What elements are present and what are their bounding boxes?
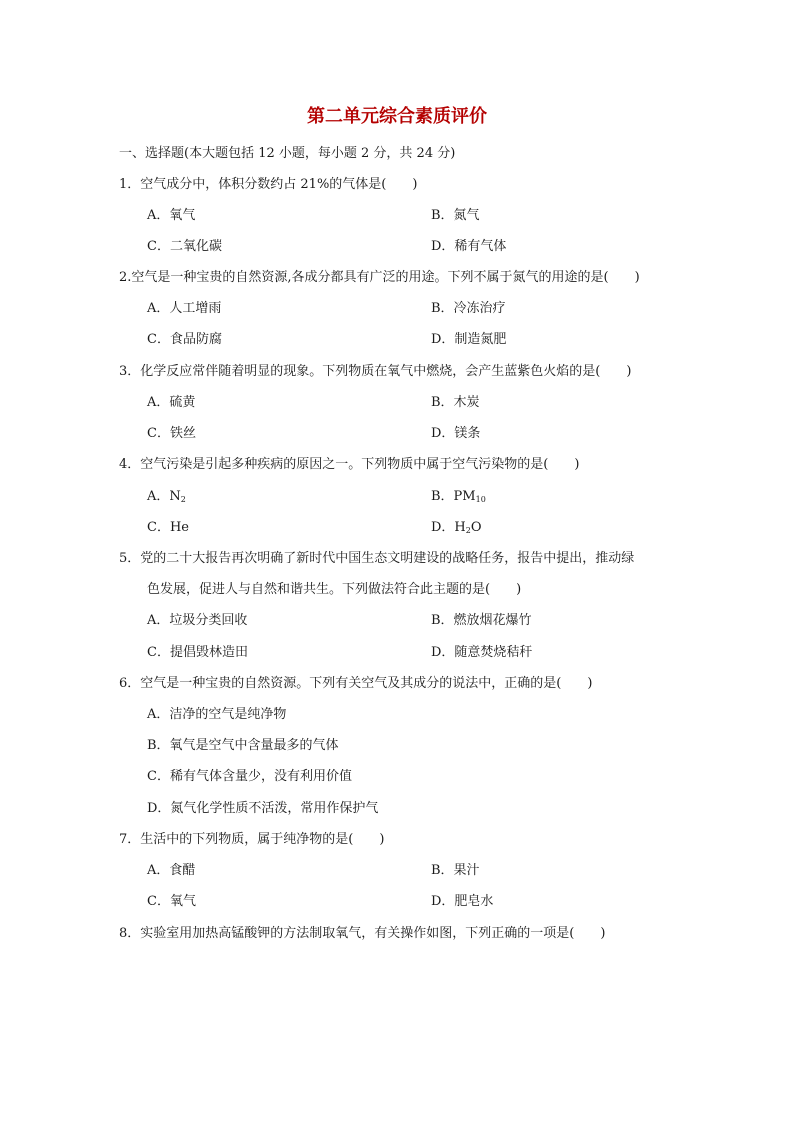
option-text: B．PM bbox=[431, 489, 476, 504]
question-5-option-c: C．提倡毁林造田 bbox=[147, 645, 248, 660]
question-4-option-d bbox=[431, 518, 482, 538]
question-4-stem: 4．空气污染是引起多种疾病的原因之一。下列物质中属于空气污染物的是( ) bbox=[119, 457, 580, 472]
question-2-option-b: B．冷冻治疗 bbox=[431, 301, 506, 316]
subscript: 2 bbox=[465, 526, 471, 535]
option-text: A．N bbox=[147, 489, 181, 504]
subscript: 2 bbox=[180, 495, 186, 504]
question-3-option-a: A．硫黄 bbox=[147, 395, 196, 410]
question-7-option-a: A．食醋 bbox=[147, 863, 196, 878]
option-text-suffix: O bbox=[470, 520, 482, 535]
question-8-stem: 8．实验室用加热高锰酸钾的方法制取氧气，有关操作如图，下列正确的一项是( ) bbox=[119, 926, 606, 941]
question-1-option-d: D．稀有气体 bbox=[431, 239, 507, 254]
question-1-option-c: C．二氧化碳 bbox=[147, 239, 222, 254]
question-7-option-c: C．氧气 bbox=[147, 894, 196, 909]
question-4-option-c: C．He bbox=[147, 520, 189, 535]
question-7-option-b: B．果汁 bbox=[431, 863, 480, 878]
question-7-stem: 7．生活中的下列物质，属于纯净物的是( ) bbox=[119, 832, 385, 847]
question-3-option-c: C．铁丝 bbox=[147, 426, 196, 441]
question-2-stem: 2.空气是一种宝贵的自然资源,各成分都具有广泛的用途。下列不属于氮气的用途的是( ) bbox=[119, 270, 640, 285]
question-4-option-b bbox=[431, 487, 486, 507]
page-title: 第二单元综合素质评价 bbox=[307, 106, 487, 127]
option-text: D．H bbox=[431, 520, 466, 535]
question-1-option-b: B．氮气 bbox=[431, 208, 480, 223]
question-1-stem: 1．空气成分中，体积分数约占 21%的气体是( ) bbox=[119, 177, 418, 192]
question-6-option-b: B．氧气是空气中含量最多的气体 bbox=[147, 738, 339, 753]
question-1-option-a: A．氧气 bbox=[147, 208, 196, 223]
question-6-stem: 6．空气是一种宝贵的自然资源。下列有关空气及其成分的说法中，正确的是( ) bbox=[119, 676, 593, 691]
question-7-option-d: D．肥皂水 bbox=[431, 894, 494, 909]
question-5-option-a: A．垃圾分类回收 bbox=[147, 613, 248, 628]
question-2-option-a: A．人工增雨 bbox=[147, 301, 222, 316]
question-2-option-c: C．食品防腐 bbox=[147, 332, 222, 347]
question-6-option-c: C．稀有气体含量少，没有利用价值 bbox=[147, 769, 352, 784]
question-2-option-d: D．制造氮肥 bbox=[431, 332, 507, 347]
question-5-stem-line1: 5．党的二十大报告再次明确了新时代中国生态文明建设的战略任务，报告中提出，推动绿 bbox=[119, 551, 635, 566]
question-5-stem-line2: 色发展，促进人与自然和谐共生。下列做法符合此主题的是( ) bbox=[147, 582, 522, 597]
question-3-option-d: D．镁条 bbox=[431, 426, 481, 441]
question-5-option-b: B．燃放烟花爆竹 bbox=[431, 613, 532, 628]
question-6-option-a: A．洁净的空气是纯净物 bbox=[147, 707, 287, 722]
question-3-stem: 3．化学反应常伴随着明显的现象。下列物质在氧气中燃烧，会产生蓝紫色火焰的是( ) bbox=[119, 364, 632, 379]
question-5-option-d: D．随意焚烧秸秆 bbox=[431, 645, 533, 660]
question-6-option-d: D．氮气化学性质不活泼，常用作保护气 bbox=[147, 801, 379, 816]
question-4-option-a bbox=[147, 487, 186, 507]
section-heading: 一、选择题(本大题包括 12 小题，每小题 2 分，共 24 分) bbox=[119, 146, 456, 161]
question-3-option-b: B．木炭 bbox=[431, 395, 480, 410]
subscript: 10 bbox=[475, 495, 486, 504]
